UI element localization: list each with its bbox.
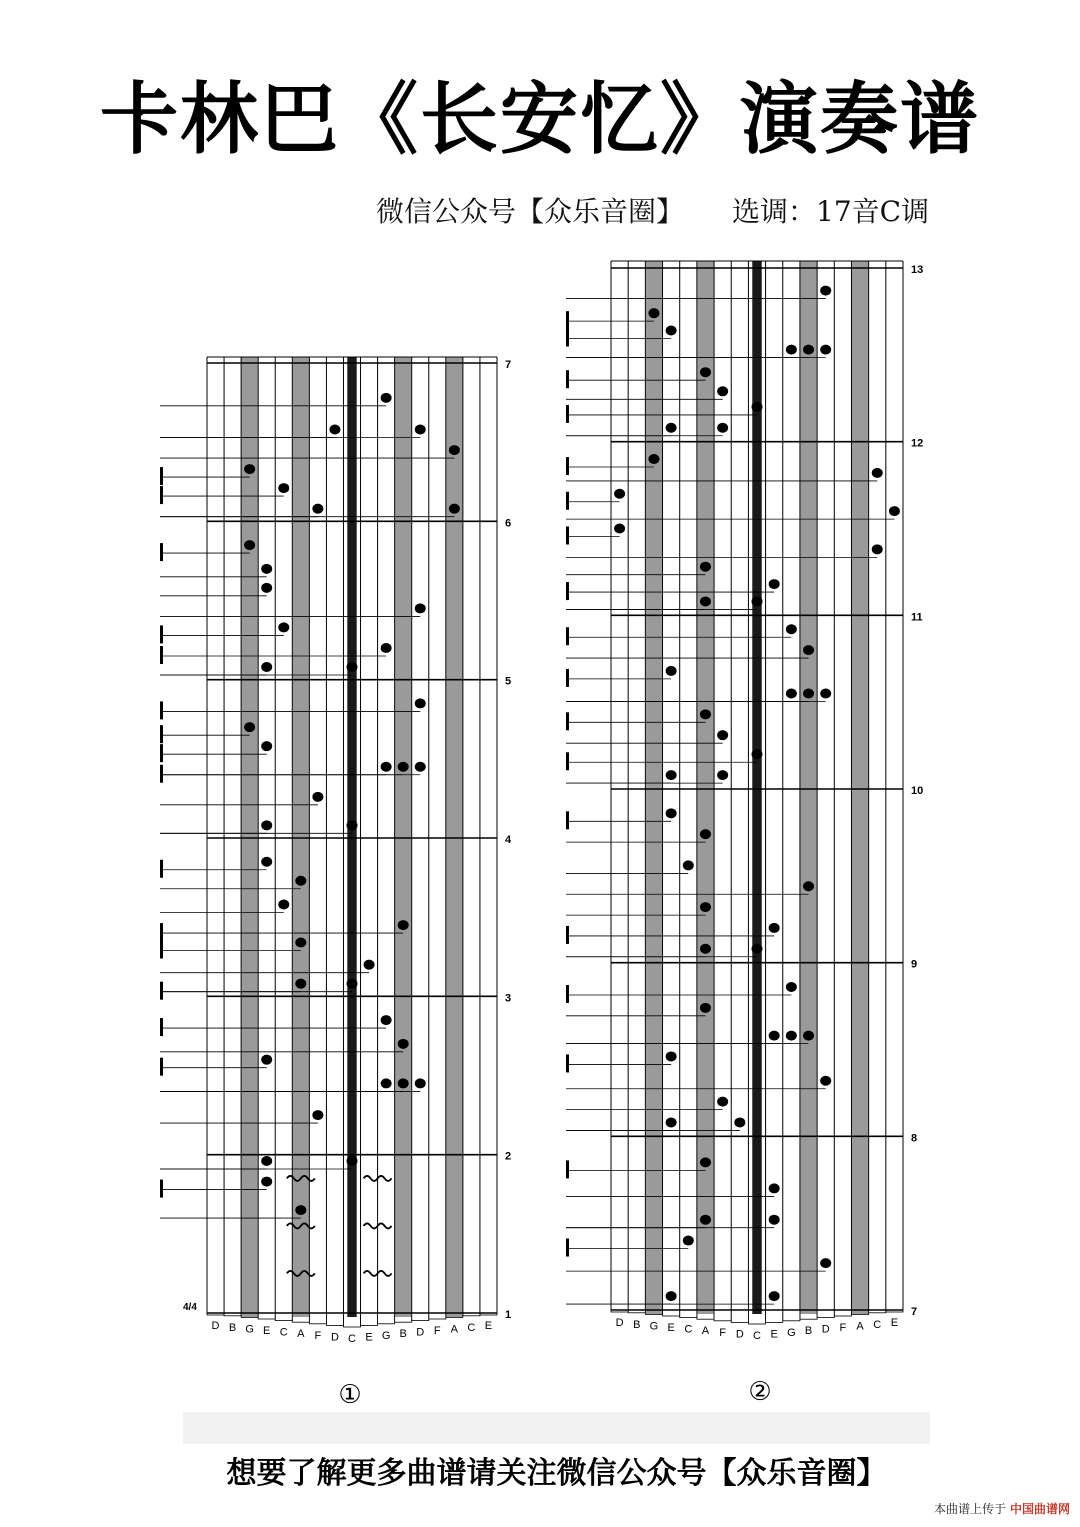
note-dot	[398, 1078, 409, 1088]
rhythm-marker	[566, 712, 569, 730]
tine-tip	[361, 1313, 378, 1325]
rhythm-marker	[566, 985, 569, 1003]
shaded-tine	[800, 261, 816, 1314]
note-dot	[381, 643, 392, 653]
tine-tip	[412, 1313, 429, 1321]
rhythm-marker	[160, 1058, 163, 1076]
note-dot	[803, 881, 814, 891]
note-dot	[769, 923, 780, 933]
note-dot	[666, 770, 677, 780]
note-dot	[261, 857, 272, 867]
measure-number: 13	[911, 264, 924, 276]
note-dot	[449, 445, 460, 455]
rhythm-marker	[160, 467, 163, 485]
note-dot	[683, 860, 694, 870]
note-dot	[312, 792, 323, 802]
note-dot	[769, 1215, 780, 1225]
note-dot	[700, 1215, 711, 1225]
note-dot	[364, 960, 375, 970]
note-dot	[683, 1236, 694, 1246]
tine-tip	[817, 1310, 834, 1318]
note-dot	[752, 749, 763, 759]
note-dot	[347, 1156, 358, 1166]
shaded-tine	[852, 261, 868, 1314]
note-dot	[398, 1039, 409, 1049]
measure-number: 9	[911, 958, 918, 971]
rhythm-marker	[160, 701, 163, 719]
tine-tip	[378, 1313, 395, 1324]
key-label: 选调：17音C调	[732, 195, 930, 228]
note-dot	[278, 900, 289, 910]
note-dot	[769, 1183, 780, 1193]
note-dot	[278, 622, 289, 632]
rhythm-marker	[566, 582, 569, 600]
tine-label: B	[399, 1328, 407, 1341]
note-dot	[261, 1177, 272, 1187]
tine-label: F	[433, 1325, 441, 1337]
note-dot	[803, 345, 814, 355]
tine-label: D	[735, 1328, 744, 1341]
note-dot	[666, 1291, 677, 1301]
note-dot	[648, 454, 659, 464]
rhythm-marker	[160, 941, 163, 959]
note-dot	[261, 741, 272, 751]
tine-tip	[429, 1313, 446, 1319]
note-dot	[278, 483, 289, 493]
upload-note	[934, 1500, 1070, 1517]
note-dot	[381, 1015, 392, 1025]
note-dot	[786, 1031, 797, 1041]
tine-label: A	[701, 1325, 710, 1338]
rhythm-marker	[160, 1180, 163, 1198]
measure-number: 3	[505, 992, 512, 1005]
rhythm-marker	[566, 329, 569, 347]
tine-label: D	[330, 1331, 339, 1344]
note-dot	[700, 367, 711, 377]
tine-label: C	[873, 1318, 882, 1331]
rhythm-marker	[566, 1054, 569, 1072]
note-dot	[700, 902, 711, 912]
note-dot	[717, 730, 728, 740]
note-dot	[398, 762, 409, 772]
measure-number: 1	[505, 1309, 512, 1321]
shaded-tine	[446, 357, 462, 1317]
rhythm-marker	[566, 405, 569, 423]
rhythm-marker	[566, 492, 569, 510]
note-dot	[295, 1205, 306, 1215]
note-dot	[700, 562, 711, 572]
note-dot	[666, 666, 677, 676]
rhythm-marker	[566, 811, 569, 829]
tine-label: E	[484, 1320, 493, 1333]
tine-label: E	[890, 1317, 899, 1330]
shaded-tine	[646, 261, 662, 1314]
measure-number: 11	[911, 611, 923, 624]
note-dot	[295, 876, 306, 886]
note-dot	[415, 603, 426, 613]
tine-label: C	[684, 1323, 693, 1336]
rhythm-marker	[160, 625, 163, 643]
tine-label: B	[228, 1321, 237, 1334]
note-dot	[347, 662, 358, 672]
note-dot	[717, 770, 728, 780]
rhythm-marker	[566, 1160, 569, 1178]
note-dot	[261, 820, 272, 830]
tine-label: A	[450, 1323, 459, 1336]
note-dot	[666, 1051, 677, 1061]
panel-number: ②	[748, 1377, 772, 1407]
note-dot	[769, 579, 780, 589]
shaded-tine	[752, 261, 761, 1314]
upload-prefix: 本曲谱上传于	[933, 1502, 1006, 1516]
note-dot	[329, 425, 340, 435]
tine-label: B	[633, 1318, 641, 1331]
note-dot	[666, 808, 677, 818]
tine-tip	[680, 1310, 697, 1318]
tine-label: C	[348, 1333, 356, 1345]
tine-label: D	[821, 1323, 830, 1336]
tine-label: B	[804, 1325, 813, 1338]
note-dot	[700, 1003, 711, 1013]
shaded-tine	[347, 357, 356, 1317]
wechat-account-label: 微信公众号【众乐音圈】	[376, 195, 685, 228]
measure-number: 7	[505, 359, 512, 371]
tine-label: C	[467, 1321, 476, 1334]
rhythm-marker	[160, 923, 163, 941]
note-dot	[717, 423, 728, 433]
shaded-tine	[242, 357, 258, 1317]
note-dot	[648, 308, 659, 318]
note-dot	[820, 286, 831, 296]
rhythm-marker	[566, 370, 569, 388]
note-dot	[717, 1097, 728, 1107]
tine-label: G	[381, 1329, 391, 1342]
rhythm-marker	[566, 926, 569, 944]
tine-label: E	[770, 1328, 778, 1341]
note-dot	[820, 345, 831, 355]
measure-number: 10	[911, 785, 924, 797]
tine-label: C	[279, 1326, 288, 1339]
time-signature: 4/4	[183, 1302, 197, 1313]
note-dot	[786, 624, 797, 634]
note-dot	[415, 1078, 426, 1088]
note-dot	[752, 944, 763, 954]
tine-tip	[834, 1310, 851, 1316]
tine-label: D	[615, 1317, 624, 1330]
tine-label: G	[787, 1326, 796, 1339]
note-dot	[261, 1156, 272, 1166]
note-dot	[261, 583, 272, 593]
note-dot	[820, 688, 831, 698]
rhythm-marker	[566, 527, 569, 545]
rhythm-marker	[566, 457, 569, 475]
note-dot	[381, 393, 392, 403]
tine-tip	[275, 1313, 292, 1321]
tine-label: A	[856, 1320, 864, 1333]
note-dot	[820, 1258, 831, 1268]
note-dot	[786, 345, 797, 355]
tine-tip	[731, 1310, 748, 1322]
shaded-tine	[293, 357, 309, 1317]
site-logo: 中国曲谱网	[1009, 1502, 1070, 1516]
note-dot	[803, 645, 814, 655]
note-dot	[295, 979, 306, 989]
note-dot	[700, 596, 711, 606]
note-dot	[769, 1291, 780, 1301]
rhythm-marker	[160, 765, 163, 783]
rhythm-marker	[566, 1239, 569, 1257]
note-dot	[398, 920, 409, 930]
measure-number: 2	[505, 1150, 512, 1163]
note-dot	[347, 820, 358, 830]
note-dot	[820, 1076, 831, 1086]
note-dot	[381, 1078, 392, 1088]
shaded-tine	[697, 261, 713, 1314]
note-dot	[312, 504, 323, 514]
tine-tip	[714, 1310, 731, 1321]
note-dot	[700, 944, 711, 954]
note-dot	[449, 504, 460, 514]
note-dot	[312, 1110, 323, 1120]
rhythm-marker	[160, 486, 163, 504]
measure-number: 6	[505, 517, 512, 530]
note-dot	[889, 506, 900, 516]
note-dot	[700, 1157, 711, 1167]
note-dot	[244, 722, 255, 732]
rhythm-marker	[160, 744, 163, 762]
note-dot	[734, 1117, 745, 1127]
note-dot	[803, 1031, 814, 1041]
tine-label: E	[263, 1325, 271, 1337]
rhythm-marker	[160, 543, 163, 561]
note-dot	[415, 698, 426, 708]
note-dot	[261, 1055, 272, 1065]
note-dot	[347, 979, 358, 989]
tine-tip	[783, 1310, 800, 1321]
note-dot	[872, 468, 883, 478]
measure-number: 5	[505, 675, 512, 688]
note-dot	[244, 464, 255, 474]
note-dot	[786, 982, 797, 992]
tine-label: G	[649, 1320, 659, 1333]
rhythm-marker	[566, 669, 569, 687]
rhythm-marker	[160, 725, 163, 743]
tine-label: D	[416, 1326, 425, 1339]
tine-label: A	[297, 1328, 305, 1341]
note-dot	[261, 564, 272, 574]
rhythm-marker	[160, 982, 163, 1000]
note-dot	[666, 423, 677, 433]
rhythm-marker	[160, 1018, 163, 1036]
note-dot	[614, 524, 625, 534]
note-dot	[415, 762, 426, 772]
rhythm-marker	[566, 752, 569, 770]
note-dot	[700, 709, 711, 719]
footer-band	[183, 1412, 930, 1444]
note-dot	[295, 938, 306, 948]
tine-label: E	[365, 1331, 373, 1344]
tine-label: C	[753, 1330, 761, 1342]
note-dot	[381, 762, 392, 772]
measure-number: 7	[911, 1306, 918, 1318]
tine-tip	[766, 1310, 783, 1322]
measure-number: 12	[911, 437, 924, 450]
tine-label: D	[211, 1320, 220, 1333]
rhythm-marker	[160, 646, 163, 664]
note-dot	[700, 829, 711, 839]
note-dot	[415, 425, 426, 435]
note-dot	[261, 662, 272, 672]
tine-label: F	[839, 1322, 847, 1334]
note-dot	[803, 688, 814, 698]
tine-label: F	[314, 1329, 322, 1342]
footer-note: 想要了解更多曲谱请关注微信公众号【众乐音圈】	[226, 1456, 887, 1491]
note-dot	[666, 326, 677, 336]
rhythm-marker	[160, 860, 163, 878]
note-dot	[769, 1031, 780, 1041]
shaded-tine	[395, 357, 411, 1317]
tine-tip	[258, 1313, 275, 1319]
measure-number: 4	[505, 834, 512, 846]
note-dot	[786, 688, 797, 698]
measure-number: 8	[911, 1132, 918, 1145]
note-dot	[614, 489, 625, 499]
note-dot	[244, 540, 255, 550]
rhythm-marker	[566, 627, 569, 645]
page-title: 卡林巴《长安忆》演奏谱	[99, 75, 980, 165]
rhythm-marker	[566, 311, 569, 329]
tine-label: G	[245, 1323, 254, 1336]
tine-tip	[309, 1313, 326, 1324]
tine-label: F	[719, 1326, 727, 1339]
note-dot	[717, 386, 728, 396]
note-dot	[752, 596, 763, 606]
tine-tip	[326, 1313, 343, 1325]
tine-tip	[663, 1310, 680, 1316]
panel-number: ①	[338, 1380, 362, 1410]
note-dot	[872, 544, 883, 554]
note-dot	[666, 1117, 677, 1127]
note-dot	[752, 402, 763, 412]
tine-label: E	[667, 1322, 675, 1334]
